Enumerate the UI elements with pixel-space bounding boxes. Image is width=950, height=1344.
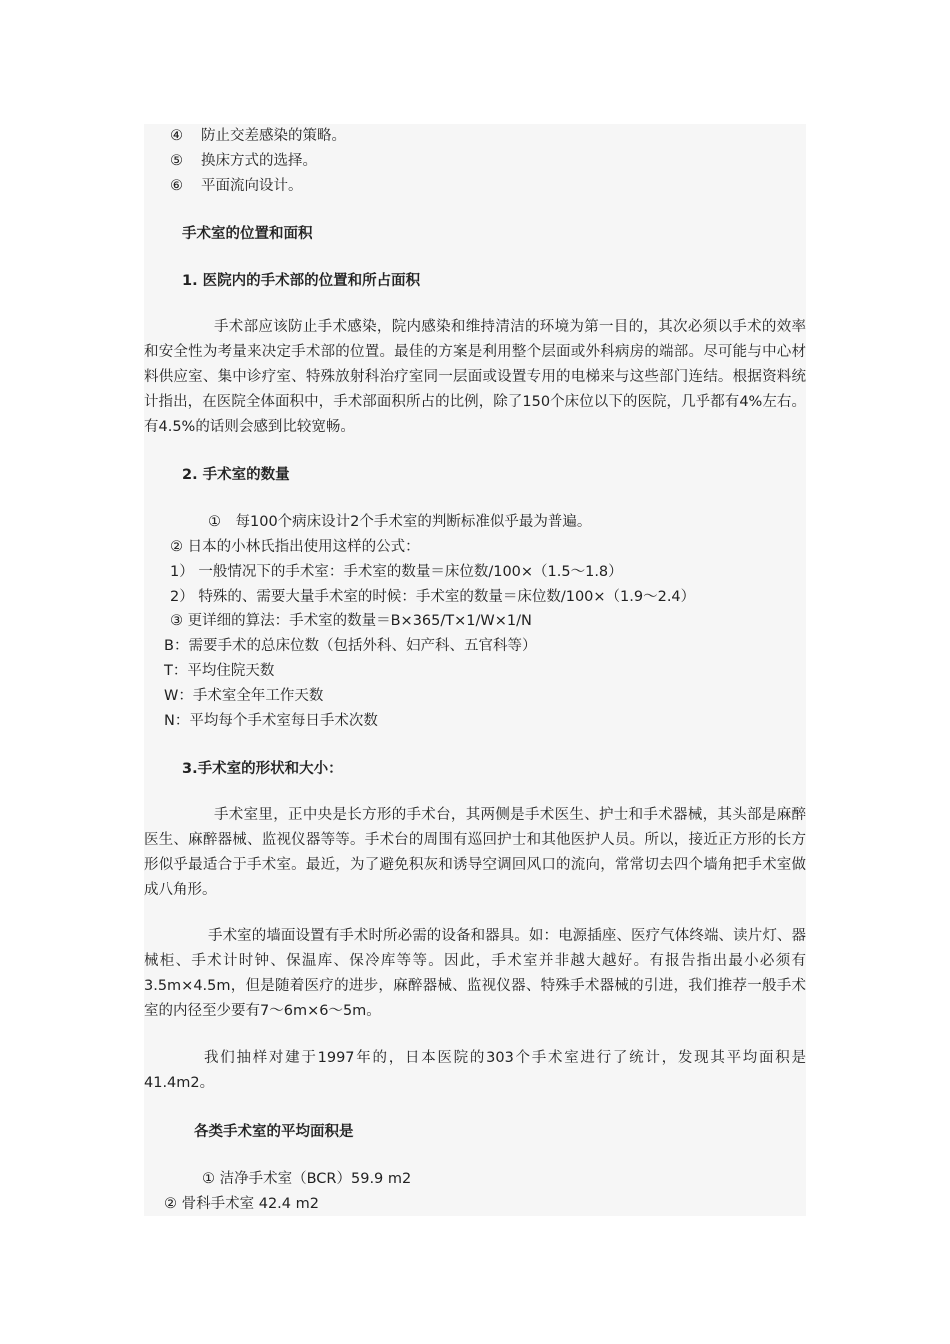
list-item [170, 126, 346, 146]
section-heading: 3.手术室的形状和大小： [182, 761, 343, 777]
list-item [170, 176, 303, 196]
section-heading: 手术室的位置和面积 [182, 226, 313, 242]
list-item [170, 151, 317, 171]
list-item: ② 日本的小林氏指出使用这样的公式： [170, 539, 420, 555]
list-item: ② 骨科手术室 42.4 m2 [164, 1196, 319, 1212]
list-item-text: 换床方式的选择。 [201, 153, 317, 169]
list-item-text: 防止交差感染的策略。 [201, 128, 346, 144]
list-marker: ⑥ [170, 178, 183, 194]
list-marker: ⑤ [170, 153, 183, 169]
paragraph: 手术室里，正中央是长方形的手术台，其两侧是手术医生、护士和手术器械，其头部是麻醉医生、麻醉器械、监视仪器等等。手术台的周围有巡回护士和其他医护人员。所以，接近正方形的长方形似乎最适合于手术室。最近，为了避免积灰和诱导空调回风口的流向，常常切去四个墙角把手术室做成八角形。 [144, 807, 806, 898]
section-heading: 各类手术室的平均面积是 [194, 1124, 354, 1140]
list-item: ① 洁净手术室（BCR）59.9 m2 [202, 1171, 412, 1187]
list-item: 2） 特殊的、需要大量手术室的时候：手术室的数量＝床位数/100×（1.9～2.4） [170, 589, 696, 605]
definition-item: B：需要手术的总床位数（包括外科、妇产科、五官科等） [164, 638, 537, 654]
list-item: ① 每100个病床设计2个手术室的判断标准似乎最为普遍。 [208, 514, 592, 530]
list-item-text: 平面流向设计。 [201, 178, 303, 194]
definition-item: T：平均住院天数 [164, 663, 275, 679]
list-item: 1） 一般情况下的手术室：手术室的数量＝床位数/100×（1.5～1.8） [170, 564, 623, 580]
section-heading: 2. 手术室的数量 [182, 467, 290, 483]
section-heading: 1. 医院内的手术部的位置和所占面积 [182, 273, 421, 289]
paragraph: 我们抽样对建于1997年的，日本医院的303个手术室进行了统计，发现其平均面积是41.4m2。 [144, 1050, 806, 1091]
definition-item: W：手术室全年工作天数 [164, 688, 324, 704]
list-item: ③ 更详细的算法：手术室的数量＝B×365/T×1/W×1/N [170, 613, 532, 629]
paragraph: 手术室的墙面设置有手术时所必需的设备和器具。如：电源插座、医疗气体终端、读片灯、器械柜、手术计时钟、保温库、保冷库等等。因此，手术室并非越大越好。有报告指出最小必须有3.5m×4.5m，但是随着医疗的进步，麻醉器械、监视仪器、特殊手术器械的引进，我们推荐一般手术室的内径至少要有7～6m×6～5m。 [144, 928, 806, 1019]
document-page [144, 124, 806, 1216]
definition-item: N：平均每个手术室每日手术次数 [164, 713, 378, 729]
paragraph: 手术部应该防止手术感染，院内感染和维持清洁的环境为第一目的，其次必须以手术的效率和安全性为考量来决定手术部的位置。最佳的方案是利用整个层面或外科病房的端部。尽可能与中心材料供应室、集中诊疗室、特殊放射科治疗室同一层面或设置专用的电梯来与这些部门连结。根据资料统计指出，在医院全体面积中，手术部面积所占的比例，除了150个床位以下的医院，几乎都有4%左右。有4.5%的话则会感到比较宽畅。 [144, 319, 806, 435]
list-marker: ④ [170, 128, 183, 144]
